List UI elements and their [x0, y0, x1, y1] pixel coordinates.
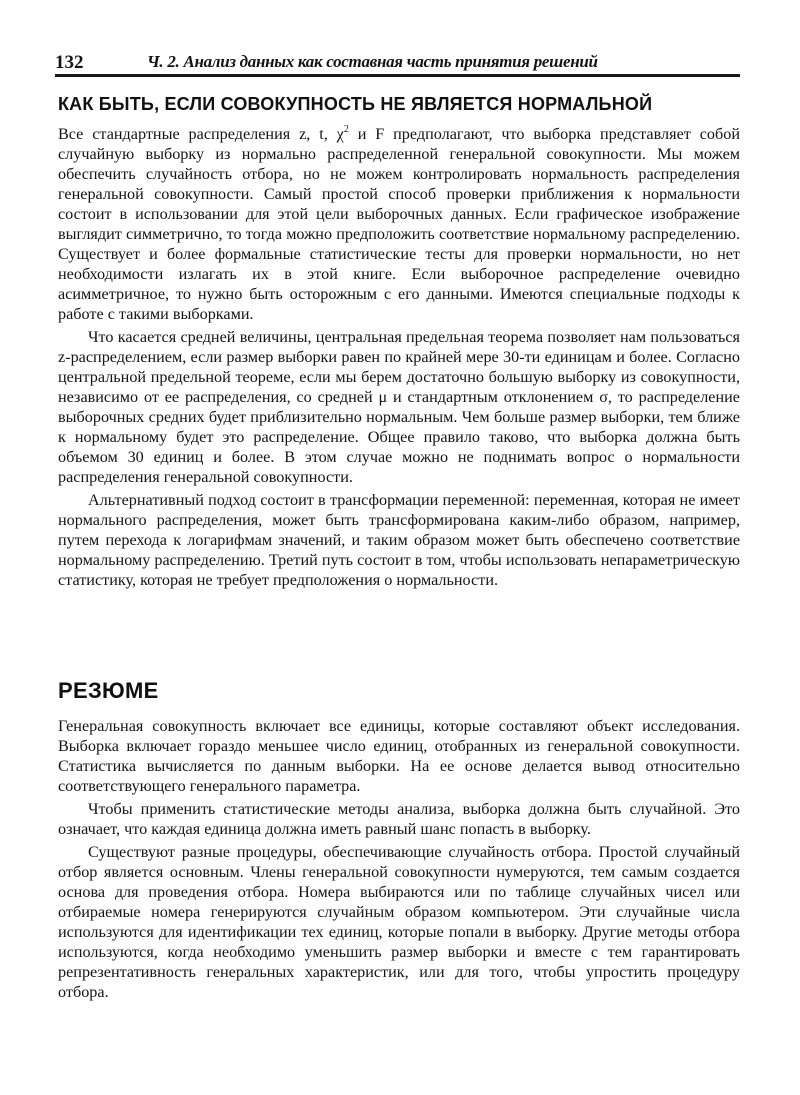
section-heading-nonnormal: КАК БЫТЬ, ЕСЛИ СОВОКУПНОСТЬ НЕ ЯВЛЯЕТСЯ НОРМАЛЬНОЙ — [58, 94, 653, 114]
section-nonnormal-body — [58, 124, 740, 593]
paragraph-distributions-start: Все стандартные распределения z, t, χ — [58, 125, 344, 143]
chi-square-superscript: 2 — [343, 123, 349, 135]
page-number: 132 — [55, 52, 84, 73]
page-header — [55, 50, 740, 77]
running-title: Ч. 2. Анализ данных как составная часть принятия решений — [147, 52, 598, 71]
section-summary-body — [58, 716, 740, 1005]
paragraph-population: Генеральная совокупность включает все единицы, которые составляют объект исследования. Выборка включает гораздо меньшее число единиц, отобранных из генеральной совокупности. Статистика вычисляется по данным выборки. На ее основе делается вывод относительно соответствующего генерального параметра. — [58, 717, 740, 795]
paragraph-randomness: Чтобы применить статистические методы анализа, выборка должна быть случайной. Это означает, что каждая единица должна иметь равный шанс попасть в выборку. — [58, 800, 740, 838]
section-heading-summary: РЕЗЮМЕ — [58, 678, 159, 703]
paragraph-distributions-rest: и F предполагают, что выборка представляет собой случайную выборку из нормально распределенной генеральной совокупности. Мы можем обеспечить случайность отбора, но не можем контролировать нормальность распределения генеральной совокупности. Самый простой способ проверки приближения к нормальности состоит в использовании для этой цели выборочных данных. Если графическое изображение выглядит симметрично, то тогда можно предположить соответствие нормальному распределению. Существует и более формальные статистические тесты для проверки нормальности, но нет необходимости излагать их в этой книге. Если выборочное распределение очевидно асимметричное, то нужно быть осторожным с его данными. Имеются специальные подходы к работе с такими выборками. — [58, 125, 740, 323]
paragraph-central-limit: Что касается средней величины, центральная предельная теорема позволяет нам пользоваться z-распределением, если размер выборки равен по крайней мере 30-ти единицам и более. Согласно центральной предельной теореме, если мы берем достаточно большую выборку из совокупности, независимо от ее распределения, со средней μ и стандартным отклонением σ, то распределение выборочных средних будет приблизительно нормальным. Чем больше размер выборки, тем ближе к нормальному будет это распределение. Общее правило таково, что выборка должна быть объемом 30 единиц и более. В этом случае можно не поднимать вопрос о нормальности распределения генеральной совокупности. — [58, 328, 740, 486]
paragraph-distributions — [58, 124, 740, 324]
paragraph-transformation: Альтернативный подход состоит в трансформации переменной: переменная, которая не имеет нормального распределения, может быть трансформирована каким-либо образом, например, путем перехода к логарифмам значений, и таким образом может быть обеспечено соответствие нормальному распределению. Третий путь состоит в том, чтобы использовать непараметрическую статистику, которая не требует предположения о нормальности. — [58, 491, 740, 589]
paragraph-procedures: Существуют разные процедуры, обеспечивающие случайность отбора. Простой случайный отбор является основным. Члены генеральной совокупности нумеруются, тем самым создается основа для проведения отбора. Номера выбираются или по таблице случайных чисел или отбираемые номера генерируются случайным образом компьютером. Эти случайные числа используются для идентификации тех единиц, которые попали в выборку. Другие методы отбора используются, когда необходимо уменьшить размер выборки и вместе с тем гарантировать репрезентативность генеральных характеристик, или для того, чтобы упростить процедуру отбора. — [58, 843, 740, 1001]
